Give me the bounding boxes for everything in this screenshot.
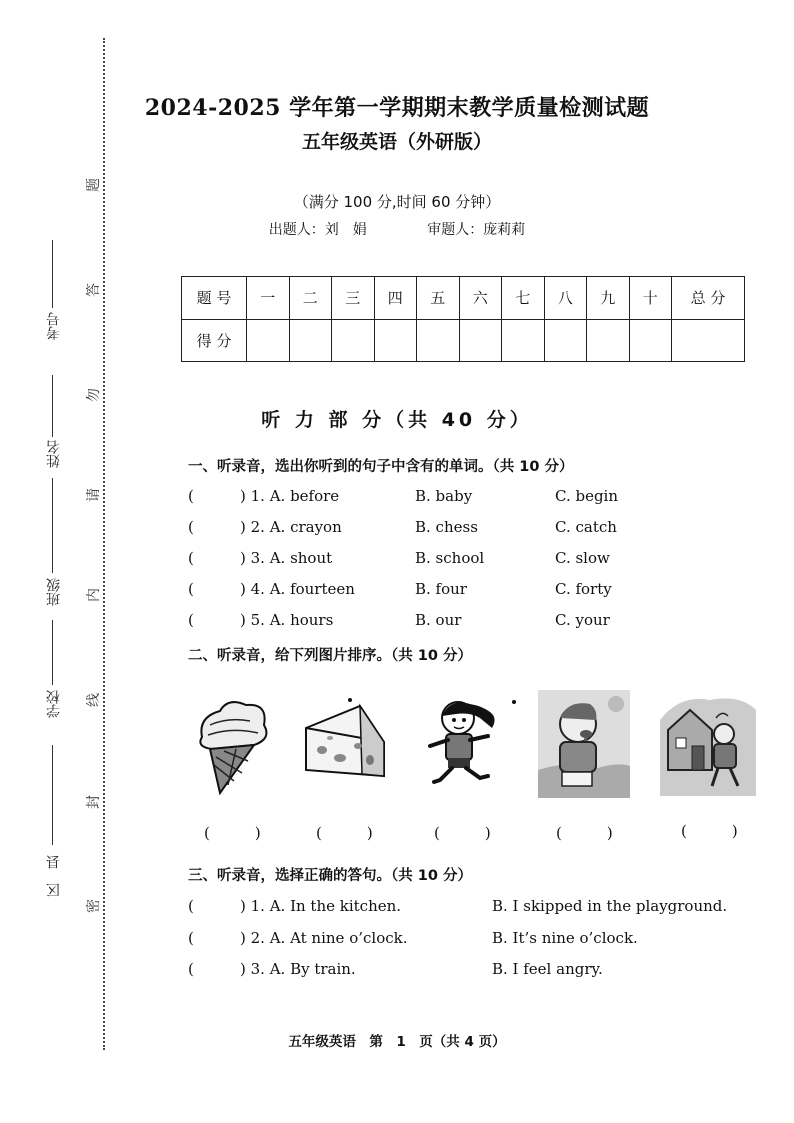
picture-answer-3[interactable]: ( ) bbox=[434, 824, 491, 842]
option-c: C. slow bbox=[555, 549, 610, 567]
page-footer: 五年级英语 第 1 页（共 4 页） bbox=[288, 1034, 506, 1050]
running-girl-picture bbox=[410, 696, 518, 788]
picture-answer-5[interactable]: ( ) bbox=[681, 822, 738, 840]
answer-paren[interactable]: ( bbox=[188, 897, 194, 915]
score-table bbox=[181, 276, 745, 362]
picture-answer-2[interactable]: ( ) bbox=[316, 824, 373, 842]
exam-number-label: 考号 bbox=[46, 312, 62, 340]
option-b: B. I skipped in the playground. bbox=[492, 897, 728, 915]
cheese-picture bbox=[300, 698, 388, 780]
option-c: C. your bbox=[555, 611, 610, 629]
answer-paren[interactable]: ( bbox=[188, 611, 194, 629]
score-header-cell: 七 bbox=[502, 277, 545, 320]
option-b: B. chess bbox=[415, 518, 478, 536]
answer-paren[interactable]: ( bbox=[188, 518, 194, 536]
option-a: ) 4. A. fourteen bbox=[240, 580, 355, 598]
boy-by-house-picture bbox=[660, 690, 756, 796]
score-table-header-row bbox=[182, 277, 745, 320]
score-header-cell: 题 号 bbox=[182, 277, 247, 320]
picture-answer-4[interactable]: ( ) bbox=[556, 824, 613, 842]
option-c: C. catch bbox=[555, 518, 617, 536]
answer-paren[interactable]: ( bbox=[188, 960, 194, 978]
score-header-cell: 二 bbox=[289, 277, 332, 320]
school-blank[interactable] bbox=[52, 620, 53, 685]
option-b: B. baby bbox=[415, 487, 473, 505]
option-c: C. forty bbox=[555, 580, 612, 598]
q2-heading: 二、听录音，给下列图片排序。（共 10 分） bbox=[188, 648, 473, 664]
exam-setters bbox=[0, 219, 794, 239]
q1-heading: 一、听录音，选出你听到的句子中含有的单词。（共 10 分） bbox=[188, 459, 574, 475]
crying-boy-picture bbox=[538, 690, 630, 798]
option-a: ) 1. A. before bbox=[240, 487, 340, 505]
score-header-cell: 八 bbox=[544, 277, 587, 320]
option-b: B. I feel angry. bbox=[492, 960, 603, 978]
answer-paren[interactable]: ( bbox=[188, 549, 194, 567]
seal-char-qing: 请 bbox=[86, 488, 102, 502]
score-cell[interactable] bbox=[544, 319, 587, 362]
seal-char-da: 答 bbox=[86, 283, 102, 297]
exam-info: （满分 100 分,时间 60 分钟） bbox=[293, 193, 501, 211]
option-b: B. our bbox=[415, 611, 462, 629]
exam-title: 2024-2025 学年第一学期期末教学质量检测试题 bbox=[144, 95, 650, 121]
score-header-cell: 一 bbox=[247, 277, 290, 320]
exam-subtitle: 五年级英语（外研版） bbox=[301, 131, 492, 153]
score-cell[interactable] bbox=[247, 319, 290, 362]
score-header-cell: 六 bbox=[459, 277, 502, 320]
score-cell[interactable] bbox=[417, 319, 460, 362]
ice-cream-picture bbox=[188, 695, 278, 795]
county-blank[interactable] bbox=[52, 745, 53, 845]
score-header-cell: 五 bbox=[417, 277, 460, 320]
option-a: ) 5. A. hours bbox=[240, 611, 334, 629]
option-a: ) 3. A. By train. bbox=[240, 960, 356, 978]
seal-char-wu: 勿 bbox=[86, 388, 102, 402]
score-cell[interactable] bbox=[374, 319, 417, 362]
seal-char-xian: 线 bbox=[86, 693, 102, 707]
option-b: B. It’s nine o’clock. bbox=[492, 929, 638, 947]
school-label: 学校 bbox=[46, 690, 62, 718]
option-c: C. begin bbox=[555, 487, 619, 505]
score-cell[interactable] bbox=[332, 319, 375, 362]
picture-answer-1[interactable]: ( ) bbox=[204, 824, 261, 842]
exam-number-blank[interactable] bbox=[52, 240, 53, 308]
seal-char-mi: 密 bbox=[86, 899, 102, 913]
county-label: 区 县 bbox=[46, 855, 62, 897]
score-table-score-row bbox=[182, 319, 745, 362]
name-label: 姓名 bbox=[46, 440, 62, 468]
option-a: ) 3. A. shout bbox=[240, 549, 333, 567]
score-header-cell: 十 bbox=[629, 277, 672, 320]
reviewer-name: 审题人：庞莉莉 bbox=[427, 222, 526, 238]
score-header-cell: 三 bbox=[332, 277, 375, 320]
answer-paren[interactable]: ( bbox=[188, 487, 194, 505]
score-cell[interactable] bbox=[629, 319, 672, 362]
answer-paren[interactable]: ( bbox=[188, 580, 194, 598]
score-cell[interactable] bbox=[672, 319, 745, 362]
score-header-cell: 总 分 bbox=[672, 277, 745, 320]
answer-paren[interactable]: ( bbox=[188, 929, 194, 947]
option-a: ) 1. A. In the kitchen. bbox=[240, 897, 402, 915]
class-blank[interactable] bbox=[52, 478, 53, 573]
seal-char-ti: 题 bbox=[86, 178, 102, 192]
seal-char-nei: 内 bbox=[86, 588, 102, 602]
score-cell[interactable] bbox=[289, 319, 332, 362]
score-cell[interactable] bbox=[587, 319, 630, 362]
binding-dotted-line bbox=[103, 38, 105, 1050]
score-cell[interactable] bbox=[502, 319, 545, 362]
score-row-label: 得 分 bbox=[182, 319, 247, 362]
score-header-cell: 九 bbox=[587, 277, 630, 320]
class-label: 班级 bbox=[46, 578, 62, 606]
q3-heading: 三、听录音，选择正确的答句。（共 10 分） bbox=[188, 868, 473, 884]
score-header-cell: 四 bbox=[374, 277, 417, 320]
option-a: ) 2. A. crayon bbox=[240, 518, 342, 536]
option-a: ) 2. A. At nine o’clock. bbox=[240, 929, 408, 947]
listening-section-title: 听 力 部 分（共 40 分） bbox=[261, 409, 533, 431]
setter-name: 出题人：刘 娟 bbox=[268, 222, 367, 238]
score-cell[interactable] bbox=[459, 319, 502, 362]
option-b: B. four bbox=[415, 580, 467, 598]
option-b: B. school bbox=[415, 549, 485, 567]
seal-char-feng: 封 bbox=[86, 795, 102, 809]
